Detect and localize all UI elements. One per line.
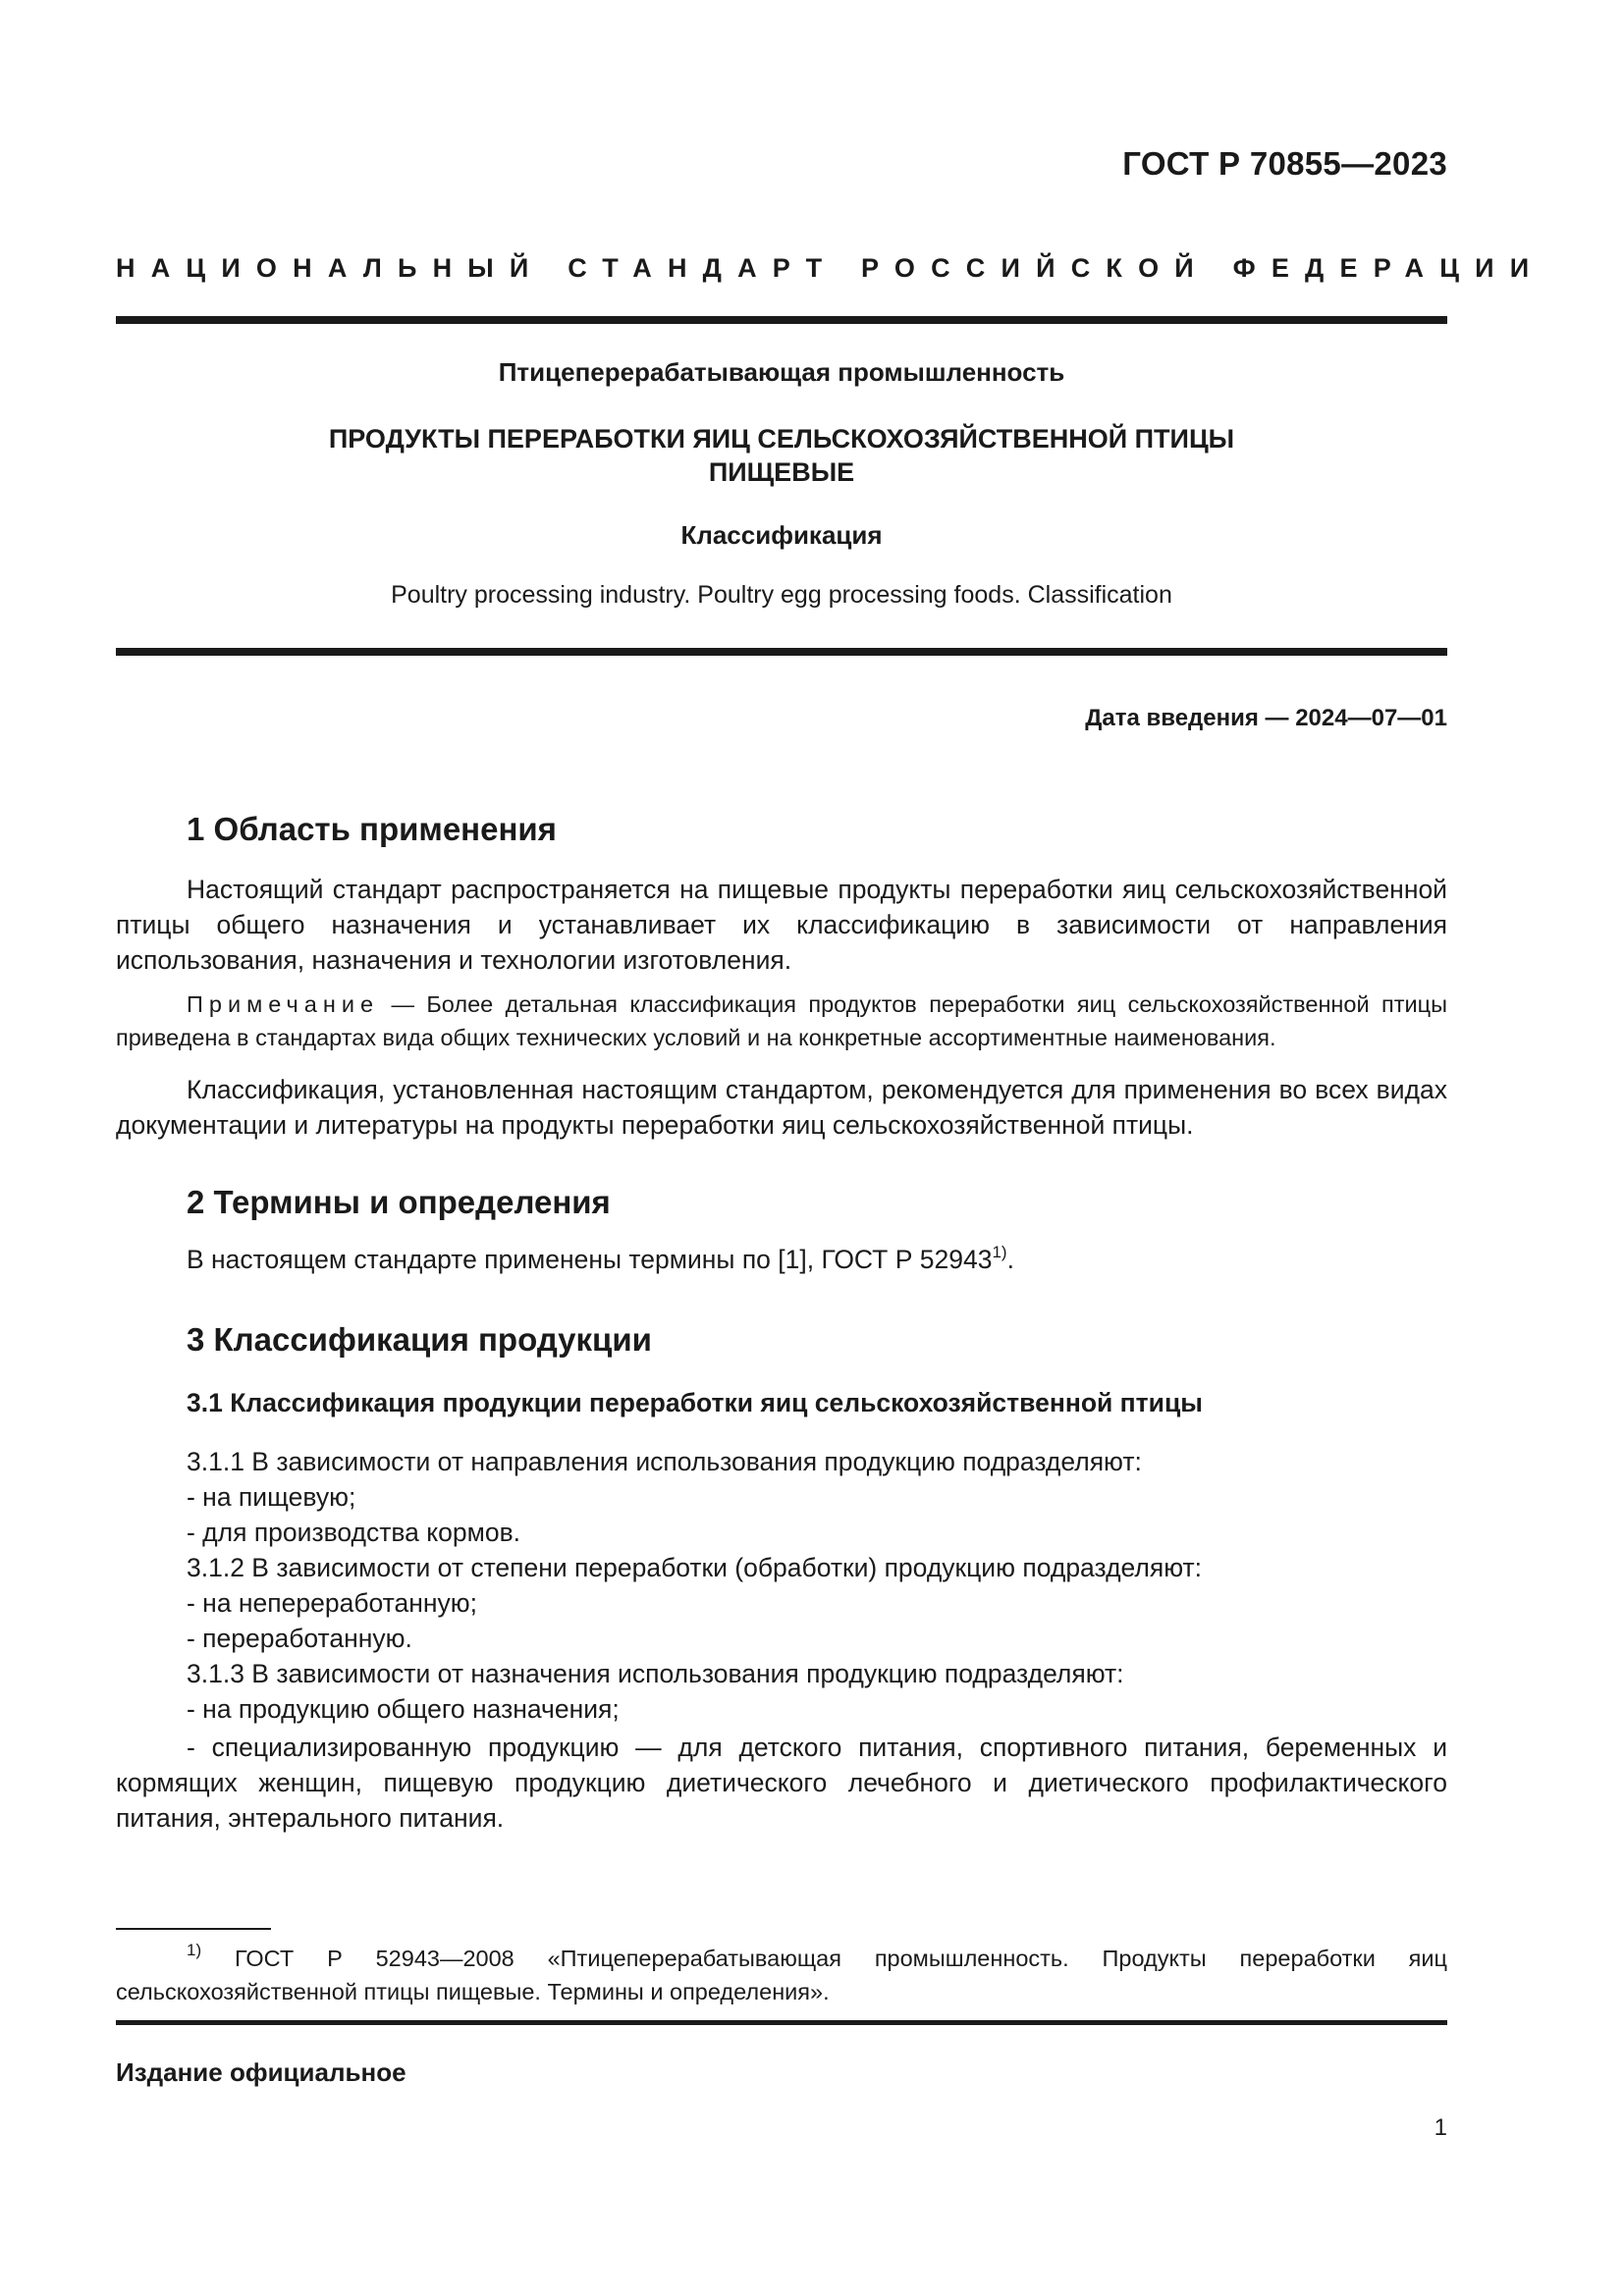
note-label: Примечание (187, 991, 380, 1017)
section-2-paragraph (187, 1245, 1014, 1275)
official-edition-label: Издание официальное (116, 2057, 406, 2087)
introduction-date: Дата введения — 2024—07—01 (1085, 705, 1447, 731)
subsection-3-1-heading: 3.1 Классификация продукции переработки яиц сельскохозяйственной птицы (187, 1388, 1203, 1417)
section-2-heading: 2 Термины и определения (187, 1184, 611, 1220)
title-divider (116, 648, 1447, 656)
list-line: - для производства кормов. (187, 1518, 521, 1547)
national-standard-banner: НАЦИОНАЛЬНЫЙ СТАНДАРТ РОССИЙСКОЙ ФЕДЕРАЦИИ (116, 253, 1545, 283)
list-line: 3.1.3 В зависимости от назначения использования продукцию подразделяют: (187, 1659, 1124, 1688)
section-1-heading: 1 Область применения (187, 811, 557, 847)
list-line: 3.1.2 В зависимости от степени переработки (обработки) продукцию подразделяют: (187, 1553, 1202, 1582)
document-number: ГОСТ Р 70855—2023 (1122, 145, 1447, 182)
english-title: Poultry processing industry. Poultry egg processing foods. Classification (391, 581, 1172, 609)
section-2-text-end: . (1006, 1245, 1014, 1274)
list-line: - переработанную. (187, 1624, 412, 1653)
document-subtitle: Классификация (680, 520, 883, 550)
list-line-specialized: - специализированную продукцию — для детского питания, спортивного питания, беременных и кормящих женщин, пищевую продукцию диетического лечебного и диетического профилактического питания, энтерального питания. (116, 1733, 1447, 1833)
footnote-reference[interactable]: 1) (992, 1243, 1007, 1261)
list-line: - на непереработанную; (187, 1588, 478, 1618)
section-3-heading: 3 Классификация продукции (187, 1321, 652, 1358)
footnote-separator (116, 1928, 271, 1930)
list-line: 3.1.1 В зависимости от направления использования продукцию подразделяют: (187, 1447, 1142, 1476)
section-2-text: В настоящем стандарте применены термины по [1], ГОСТ Р 52943 (187, 1245, 993, 1274)
title-line-2: ПИЩЕВЫЕ (708, 457, 855, 487)
top-divider (116, 316, 1447, 324)
footnote (116, 1942, 1447, 2008)
page-number: 1 (1434, 2114, 1447, 2141)
section-1-paragraph-2: Классификация, установленная настоящим стандартом, рекомендуется для применения во всех видах документации и литературы на продукты переработки яиц сельскохозяйственной птицы. (116, 1075, 1447, 1140)
footer-divider (116, 2020, 1447, 2025)
note-text: — Более детальная классификация продуктов переработки яиц сельскохозяйственной птицы приведена в стандартах вида общих технических условий и на конкретные ассортиментные наименования. (116, 991, 1447, 1050)
list-line: - на пищевую; (187, 1482, 356, 1512)
section-1-note (116, 988, 1447, 1054)
footnote-mark: 1) (187, 1941, 202, 1959)
document-title (116, 422, 1447, 489)
footnote-text: ГОСТ Р 52943—2008 «Птицеперерабатывающая промышленность. Продукты переработки яиц сельскохозяйственной птицы пищевые. Термины и определения». (116, 1946, 1447, 2004)
industry-heading: Птицеперерабатывающая промышленность (498, 357, 1065, 387)
section-1-paragraph-1: Настоящий стандарт распространяется на пищевые продукты переработки яиц сельскохозяйственной птицы общего назначения и устанавливает их классификацию в зависимости от направления использования, назначения и технологии изготовления. (116, 875, 1447, 975)
title-line-1: ПРОДУКТЫ ПЕРЕРАБОТКИ ЯИЦ СЕЛЬСКОХОЗЯЙСТВЕННОЙ ПТИЦЫ (328, 424, 1235, 454)
list-line: - на продукцию общего назначения; (187, 1694, 620, 1724)
